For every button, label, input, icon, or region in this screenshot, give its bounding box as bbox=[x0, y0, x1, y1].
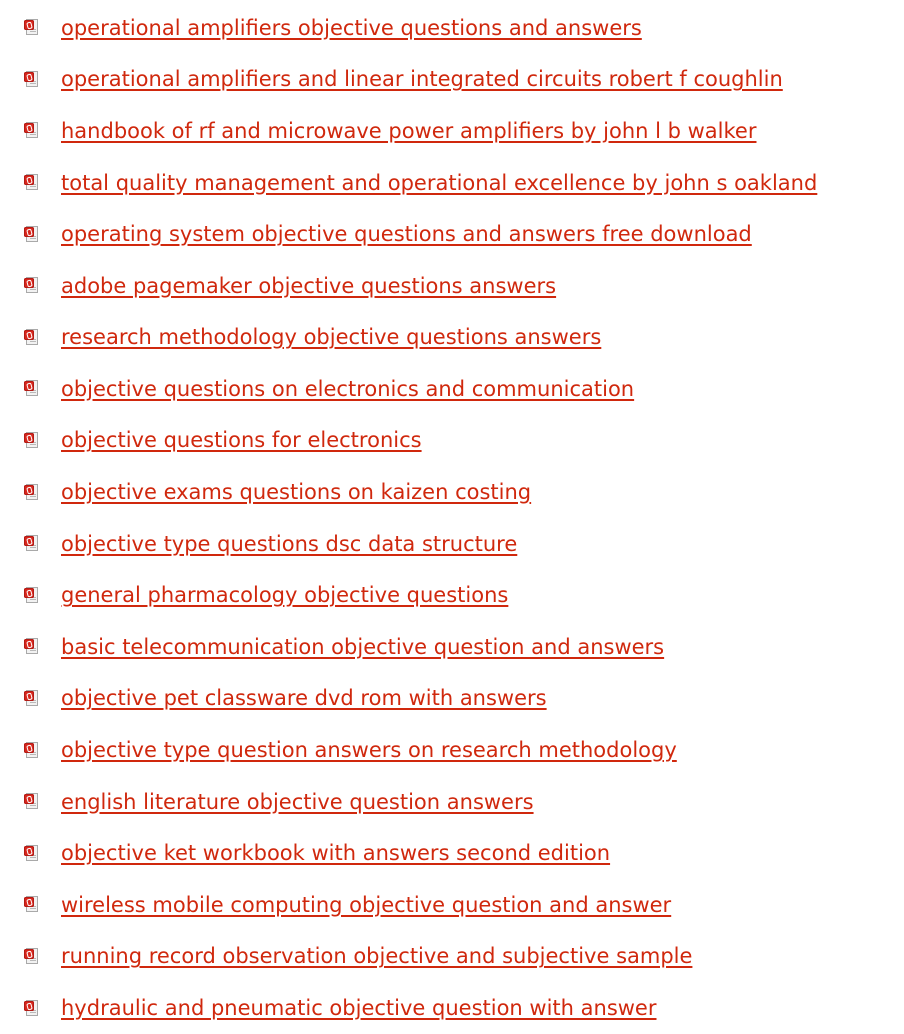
list-item bbox=[24, 724, 894, 776]
list-item bbox=[24, 2, 894, 54]
result-link[interactable]: wireless mobile computing objective question and answer bbox=[61, 892, 672, 917]
pdf-file-icon bbox=[24, 18, 41, 37]
list-item bbox=[24, 312, 894, 364]
result-link[interactable]: operational amplifiers and linear integrated circuits robert f coughlin bbox=[61, 67, 783, 92]
pdf-file-icon bbox=[24, 121, 41, 140]
result-link[interactable]: objective pet classware dvd rom with answers bbox=[61, 686, 547, 711]
list-item bbox=[24, 466, 894, 518]
pdf-file-icon bbox=[24, 741, 41, 760]
pdf-file-icon bbox=[24, 70, 41, 89]
result-link[interactable]: operational amplifiers objective questions and answers bbox=[61, 15, 642, 40]
result-link[interactable]: running record observation objective and subjective sample bbox=[61, 944, 693, 969]
result-link[interactable]: objective type question answers on research methodology bbox=[61, 738, 677, 763]
list-item bbox=[24, 157, 894, 209]
pdf-file-icon bbox=[24, 895, 41, 914]
result-link[interactable]: operating system objective questions and answers free download bbox=[61, 222, 752, 247]
result-link[interactable]: adobe pagemaker objective questions answers bbox=[61, 273, 557, 298]
pdf-file-icon bbox=[24, 431, 41, 450]
result-link[interactable]: hydraulic and pneumatic objective question with answer bbox=[61, 996, 657, 1020]
list-item bbox=[24, 776, 894, 828]
list-item bbox=[24, 570, 894, 622]
pdf-file-icon bbox=[24, 689, 41, 708]
pdf-file-icon bbox=[24, 844, 41, 863]
pdf-file-icon bbox=[24, 173, 41, 192]
list-item bbox=[24, 673, 894, 725]
result-link[interactable]: english literature objective question answers bbox=[61, 789, 534, 814]
pdf-file-icon bbox=[24, 225, 41, 244]
list-item bbox=[24, 931, 894, 983]
result-link[interactable]: objective ket workbook with answers second edition bbox=[61, 841, 611, 866]
list-item bbox=[24, 105, 894, 157]
pdf-file-icon bbox=[24, 379, 41, 398]
pdf-file-icon bbox=[24, 483, 41, 502]
result-link[interactable]: general pharmacology objective questions bbox=[61, 583, 509, 608]
result-link[interactable]: research methodology objective questions answers bbox=[61, 325, 602, 350]
result-link[interactable]: objective questions on electronics and communication bbox=[61, 376, 635, 401]
list-item bbox=[24, 208, 894, 260]
result-link[interactable]: basic telecommunication objective question and answers bbox=[61, 634, 665, 659]
list-item bbox=[24, 879, 894, 931]
pdf-file-icon bbox=[24, 999, 41, 1018]
pdf-file-icon bbox=[24, 534, 41, 553]
result-link[interactable]: objective type questions dsc data structure bbox=[61, 531, 518, 556]
list-item bbox=[24, 518, 894, 570]
list-item bbox=[24, 260, 894, 312]
pdf-results-list bbox=[24, 2, 894, 1034]
list-item bbox=[24, 982, 894, 1034]
result-link[interactable]: objective exams questions on kaizen costing bbox=[61, 480, 532, 505]
list-item bbox=[24, 415, 894, 467]
pdf-file-icon bbox=[24, 276, 41, 295]
pdf-file-icon bbox=[24, 637, 41, 656]
pdf-file-icon bbox=[24, 586, 41, 605]
list-item bbox=[24, 621, 894, 673]
pdf-file-icon bbox=[24, 947, 41, 966]
list-item bbox=[24, 54, 894, 106]
list-item bbox=[24, 828, 894, 880]
list-item bbox=[24, 363, 894, 415]
result-link[interactable]: handbook of rf and microwave power amplifiers by john l b walker bbox=[61, 118, 757, 143]
result-link[interactable]: objective questions for electronics bbox=[61, 428, 422, 453]
pdf-file-icon bbox=[24, 792, 41, 811]
pdf-file-icon bbox=[24, 328, 41, 347]
result-link[interactable]: total quality management and operational excellence by john s oakland bbox=[61, 170, 818, 195]
